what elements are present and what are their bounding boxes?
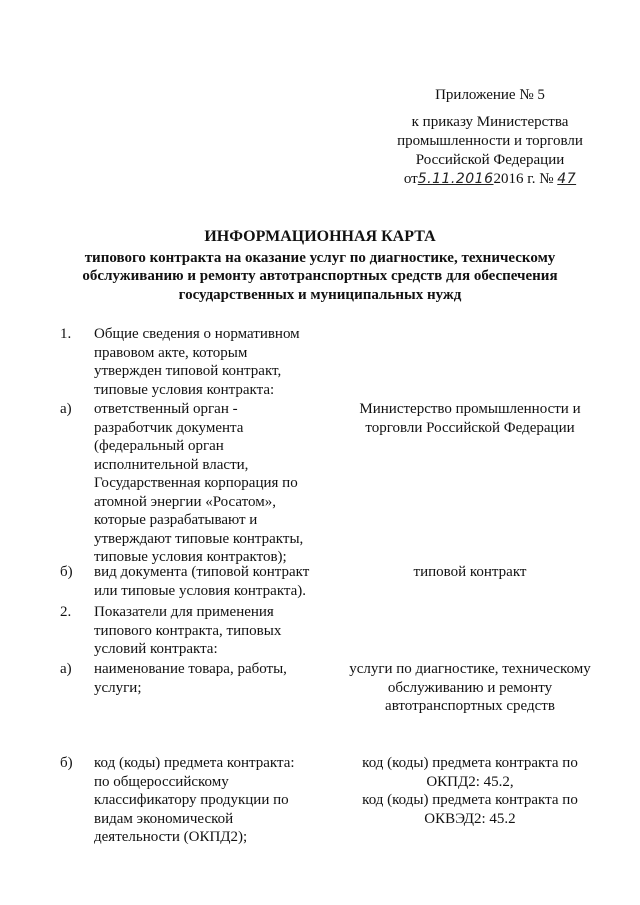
row-value: код (коды) предмета контракта по ОКПД2: 45.2, код (коды) предмета контракта по ОКВЭД2: 45.2 <box>362 755 578 827</box>
row-label: вид документа (типовой контракт или типовые условия контракта). <box>94 564 310 599</box>
title-line: типового контракта на оказание услуг по диагностике, техническому <box>84 249 556 266</box>
row-label: код (коды) предмета контракта: по общероссийскому классификатору продукции по видам экономической деятельности (ОКПД2); <box>94 755 295 845</box>
row-number: б) <box>60 564 73 580</box>
header-line: промышленности и торговли <box>397 133 583 149</box>
row-value: Министерство промышленности и торговли Российской Федерации <box>359 401 581 436</box>
row-value: услуги по диагностике, техническому обслуживанию и ремонту автотранспортных средств <box>349 661 591 714</box>
title-line: государственных и муниципальных нужд <box>178 286 462 303</box>
row-number: а) <box>60 401 72 417</box>
title-main: ИНФОРМАЦИОННАЯ КАРТА <box>204 228 436 245</box>
handwritten-date: 5.11.2016 <box>417 171 494 187</box>
row-number: 2. <box>60 604 72 620</box>
date-suffix: 2016 г. № <box>493 171 554 187</box>
order-date-line <box>380 170 600 189</box>
row-label: ответственный орган - разработчик документа (федеральный орган исполнительной власти, Государственная корпорация по атомной энергии «Росатом», которые разрабатывают и утверждают типовые контракты, типовые условия контрактов); <box>94 401 304 565</box>
row-number: а) <box>60 661 72 677</box>
header-line: к приказу Министерства <box>411 114 569 130</box>
document-title <box>40 228 600 304</box>
row-label: Общие сведения о нормативном правовом акте, которым утвержден типовой контракт, типовые условия контракта: <box>94 326 300 398</box>
handwritten-number: 47 <box>557 171 577 187</box>
row-label: наименование товара, работы, услуги; <box>94 661 287 696</box>
row-value: типовой контракт <box>413 564 527 580</box>
title-line: обслуживанию и ремонту автотранспортных средств для обеспечения <box>82 268 558 284</box>
header-line: Российской Федерации <box>415 152 565 168</box>
row-label: Показатели для применения типового контракта, типовых условий контракта: <box>94 604 282 657</box>
appendix-header <box>380 86 600 189</box>
row-number: б) <box>60 755 73 771</box>
date-prefix: от <box>403 171 418 187</box>
row-number: 1. <box>60 326 72 342</box>
appendix-label: Приложение № 5 <box>435 87 545 103</box>
